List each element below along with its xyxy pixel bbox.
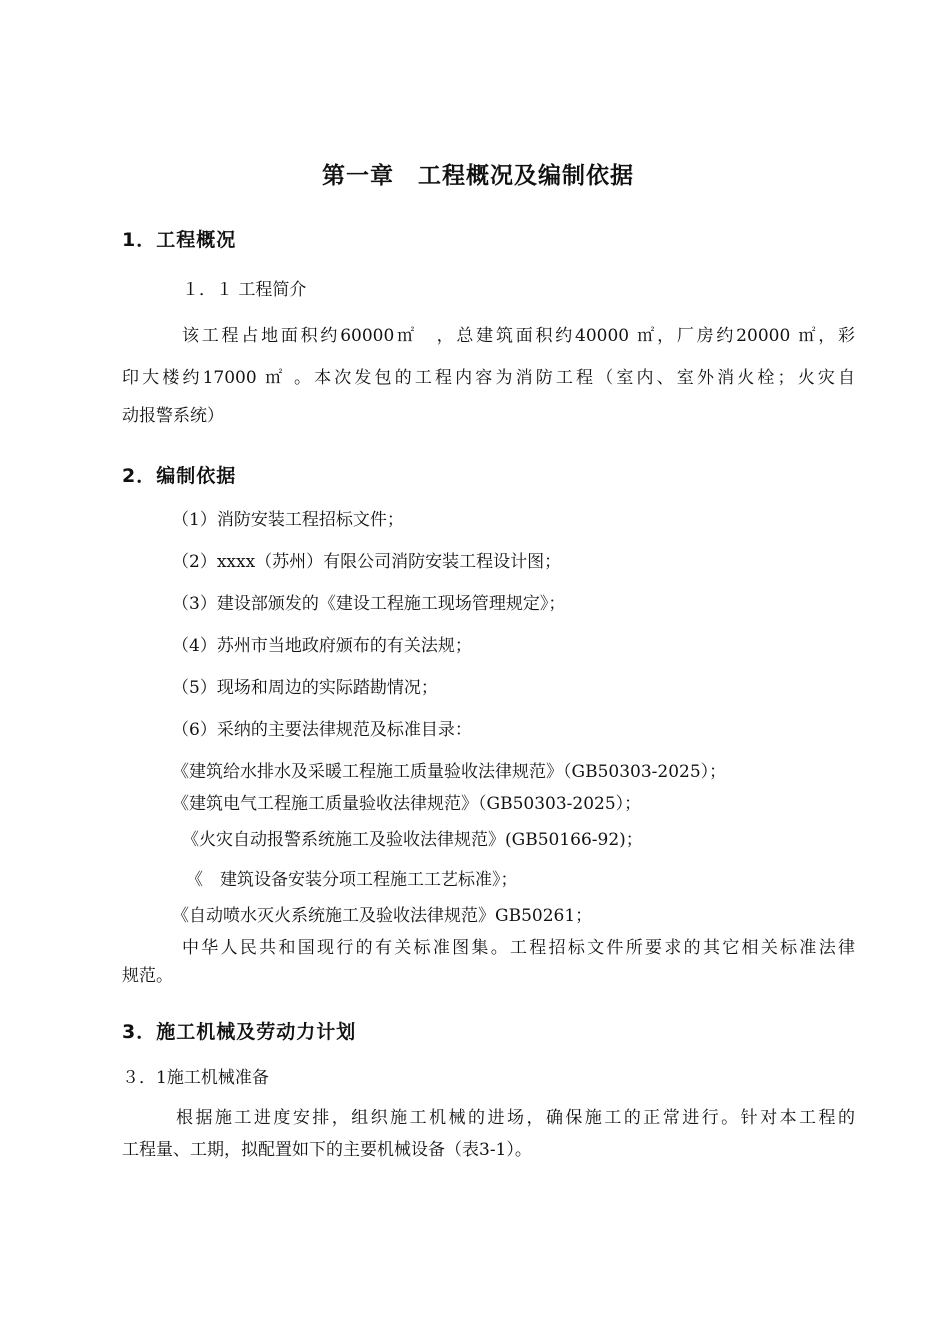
section-heading-machinery: 3．施工机械及劳动力计划	[122, 1021, 357, 1043]
standard-item: 《 建筑设备安装分项工程施工工艺标准》；	[186, 870, 518, 890]
list-item: （4）苏州市当地政府颁布的有关法规；	[172, 636, 472, 656]
paragraph-line: 动报警系统）	[122, 406, 224, 426]
standard-item: 《自动喷水灭火系统施工及验收法律规范》GB50261；	[172, 906, 593, 926]
section-heading-overview: 1．工程概况	[122, 229, 237, 251]
paragraph-line: 该工程占地面积约60000㎡ ，总建筑面积约40000 ㎡，厂房约20000 ㎡，彩	[182, 326, 855, 346]
list-item: （1）消防安装工程招标文件；	[172, 510, 404, 530]
chapter-title: 第一章 工程概况及编制依据	[322, 163, 634, 189]
paragraph-line: 中华人民共和国现行的有关标准图集。工程招标文件所要求的其它相关标准法律	[182, 938, 855, 958]
list-item: （6）采纳的主要法律规范及标准目录：	[172, 720, 472, 740]
list-item: （2）xxxx（苏州）有限公司消防安装工程设计图；	[172, 552, 562, 572]
section-heading-basis: 2．编制依据	[122, 465, 237, 487]
paragraph-line: 工程量、工期，拟配置如下的主要机械设备（表3-1）。	[122, 1140, 532, 1160]
paragraph-line: 印大楼约17000 ㎡ 。本次发包的工程内容为消防工程（室内、室外消火栓；火灾自	[122, 368, 855, 388]
standard-item: 《建筑电气工程施工质量验收法律规范》（GB50303-2025）；	[172, 794, 642, 814]
subsection-heading-machinery: ３．1施工机械准备	[122, 1068, 269, 1088]
paragraph-line: 规范。	[122, 966, 173, 986]
list-item: （3）建设部颁发的《建设工程施工现场管理规定》；	[172, 594, 566, 614]
subsection-heading-intro: １．１ 工程简介	[182, 280, 307, 300]
standard-item: 《火灾自动报警系统施工及验收法律规范》(GB50166-92)；	[182, 830, 643, 850]
list-item: （5）现场和周边的实际踏勘情况；	[172, 678, 438, 698]
paragraph-line: 根据施工进度安排，组织施工机械的进场，确保施工的正常进行。针对本工程的	[176, 1108, 855, 1128]
standard-item: 《建筑给水排水及采暖工程施工质量验收法律规范》（GB50303-2025）；	[172, 762, 727, 782]
